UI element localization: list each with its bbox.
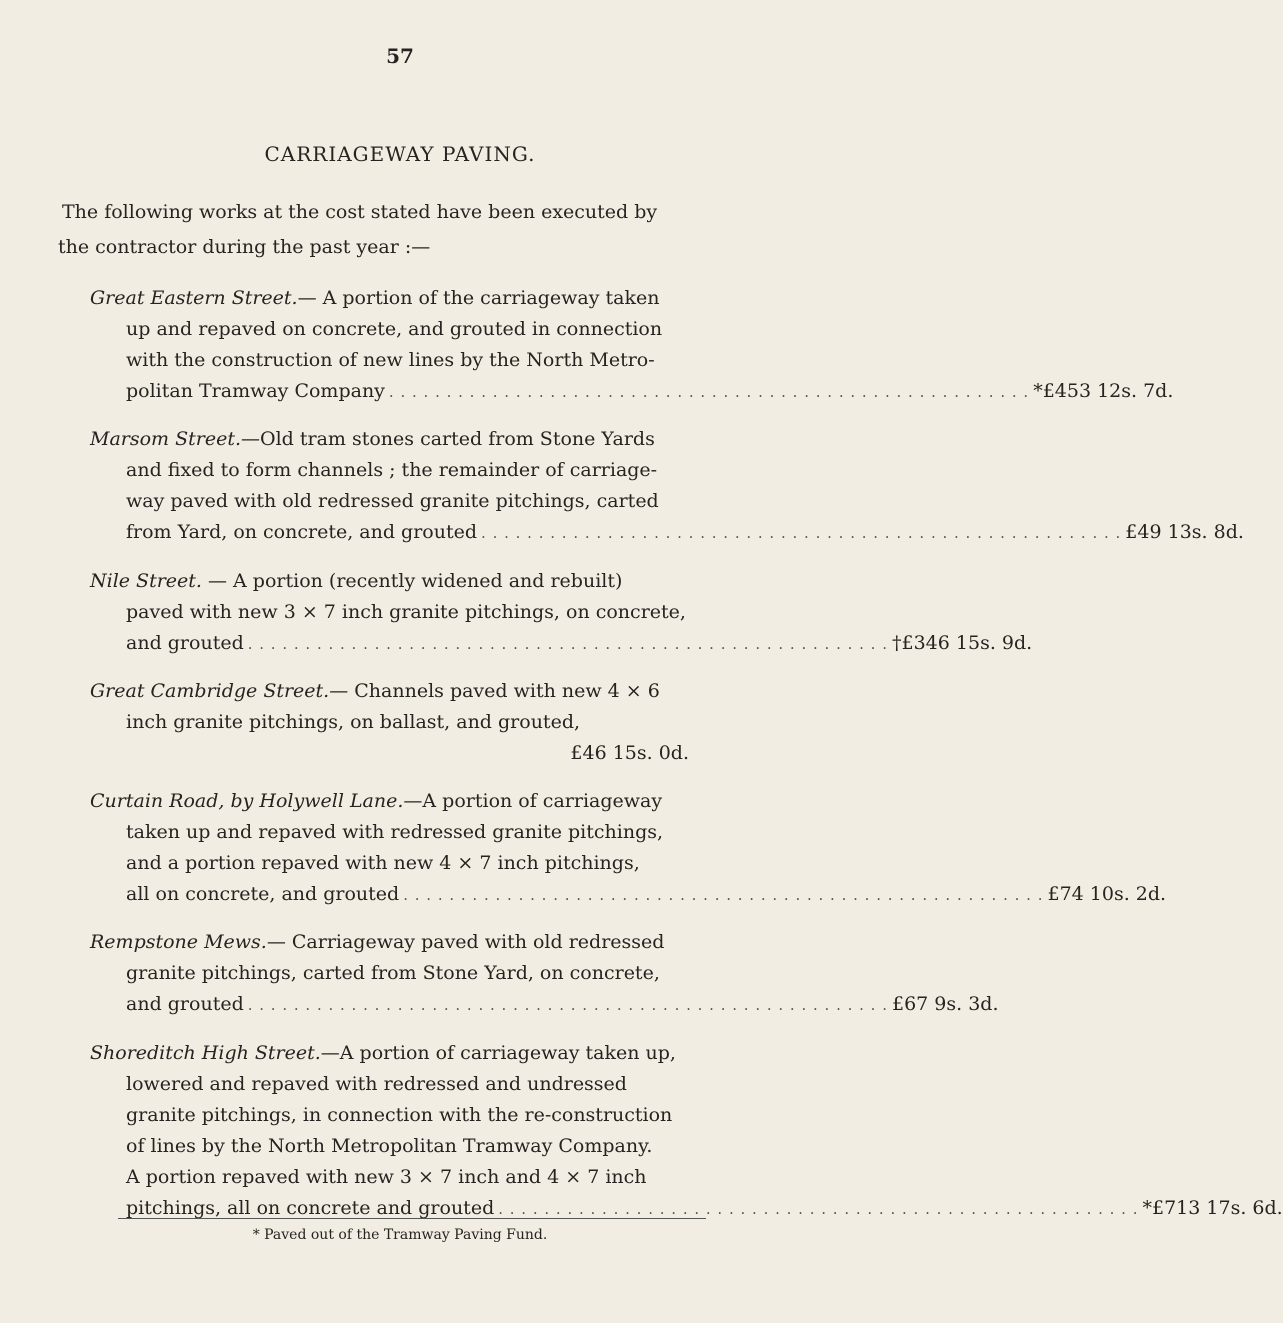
dot-leader: . . . . . . . . . . . . . . . . . . . . . . . . . . . . . . . . . . . . . . . . . . . . . . . . . . . . . . . . [498, 1200, 1139, 1218]
dot-leader: . . . . . . . . . . . . . . . . . . . . . . . . . . . . . . . . . . . . . . . . . . . . . . . . . . . . . . . . [481, 524, 1122, 542]
entry-text: from Yard, on concrete, and grouted [126, 521, 478, 543]
entry-text: pitchings, all on concrete and grouted [126, 1197, 495, 1219]
page-title: CARRIAGEWAY PAVING. [264, 142, 536, 166]
entry-heading: Marsom Street. [90, 428, 242, 450]
entry-heading: Nile Street. [90, 570, 202, 592]
entry-text: A portion repaved with new 3 × 7 inch and 4 × 7 inch [126, 1166, 647, 1188]
entry-text: granite pitchings, carted from Stone Yard, on concrete, [126, 962, 660, 984]
entry-text: politan Tramway Company [126, 380, 385, 402]
entry-text: up and repaved on concrete, and grouted in connection [126, 318, 663, 340]
entry-text: and fixed to form channels ; the remainder of carriage- [126, 459, 658, 481]
entry-text: —A portion of carriageway [403, 790, 663, 812]
entry-amount: *£713 17s. 6d. [1142, 1197, 1283, 1219]
entry-amount: £74 10s. 2d. [1047, 883, 1167, 905]
entry-text: — A portion of the carriageway taken [297, 287, 660, 309]
entry-nile-street [90, 566, 1033, 659]
page-number: 57 [386, 44, 414, 68]
entry-great-cambridge-street [90, 676, 695, 769]
entry-text: —Old tram stones carted from Stone Yards [241, 428, 655, 450]
entry-heading: Great Eastern Street. [90, 287, 298, 309]
entry-rempstone-mews [90, 927, 999, 1020]
entry-text: lowered and repaved with redressed and undressed [126, 1073, 627, 1095]
entry-text: with the construction of new lines by the North Metro- [126, 349, 655, 371]
entry-text: — A portion (recently widened and rebuilt) [201, 570, 623, 592]
entry-text: and grouted [126, 632, 244, 654]
entry-amount: £49 13s. 8d. [1125, 521, 1244, 543]
entry-amount: £46 15s. 0d. [570, 742, 689, 764]
entry-text: paved with new 3 × 7 inch granite pitchings, on concrete, [126, 601, 686, 623]
entry-amount: *£453 12s. 7d. [1033, 380, 1174, 402]
entry-curtain-road [90, 786, 1167, 910]
dot-leader: . . . . . . . . . . . . . . . . . . . . . . . . . . . . . . . . . . . . . . . . . . . . . . . . . . . . . . . . [247, 635, 888, 653]
footnote: * Paved out of the Tramway Paving Fund. [252, 1227, 548, 1243]
entry-great-eastern-street [90, 283, 1174, 407]
entry-text: way paved with old redressed granite pitchings, carted [126, 490, 659, 512]
entry-heading: Shoreditch High Street. [90, 1042, 321, 1064]
entry-text: and a portion repaved with new 4 × 7 inch pitchings, [126, 852, 640, 874]
entry-text: — Channels paved with new 4 × 6 [329, 680, 660, 702]
entry-text: —A portion of carriageway taken up, [320, 1042, 676, 1064]
dot-leader: . . . . . . . . . . . . . . . . . . . . . . . . . . . . . . . . . . . . . . . . . . . . . . . . . . . . . . . . [388, 383, 1030, 401]
entry-shoreditch-high-street [90, 1038, 1283, 1224]
footnote-divider [118, 1218, 706, 1219]
entry-text: and grouted [126, 993, 244, 1015]
entry-amount: £67 9s. 3d. [892, 993, 999, 1015]
entry-text: taken up and repaved with redressed granite pitchings, [126, 821, 664, 843]
dot-leader: . . . . . . . . . . . . . . . . . . . . . . . . . . . . . . . . . . . . . . . . . . . . . . . . . . . . . . . . [247, 996, 888, 1014]
entry-text: all on concrete, and grouted [126, 883, 400, 905]
dot-leader: . . . . . . . . . . . . . . . . . . . . . . . . . . . . . . . . . . . . . . . . . . . . . . . . . . . . . . . . [403, 886, 1044, 904]
entry-heading: Curtain Road, by Holywell Lane. [90, 790, 404, 812]
entry-text: granite pitchings, in connection with the re-construction [126, 1104, 673, 1126]
entry-text: — Carriageway paved with old redressed [266, 931, 665, 953]
entry-marsom-street [90, 424, 1244, 548]
entry-heading: Rempstone Mews. [90, 931, 267, 953]
entry-text: inch granite pitchings, on ballast, and grouted, [126, 711, 581, 733]
entry-amount: †£346 15s. 9d. [892, 632, 1033, 654]
entry-text: of lines by the North Metropolitan Tramway Company. [126, 1135, 653, 1157]
intro-paragraph: The following works at the cost stated have been executed by the contractor during the past year :— [58, 201, 658, 258]
entry-heading: Great Cambridge Street. [90, 680, 330, 702]
